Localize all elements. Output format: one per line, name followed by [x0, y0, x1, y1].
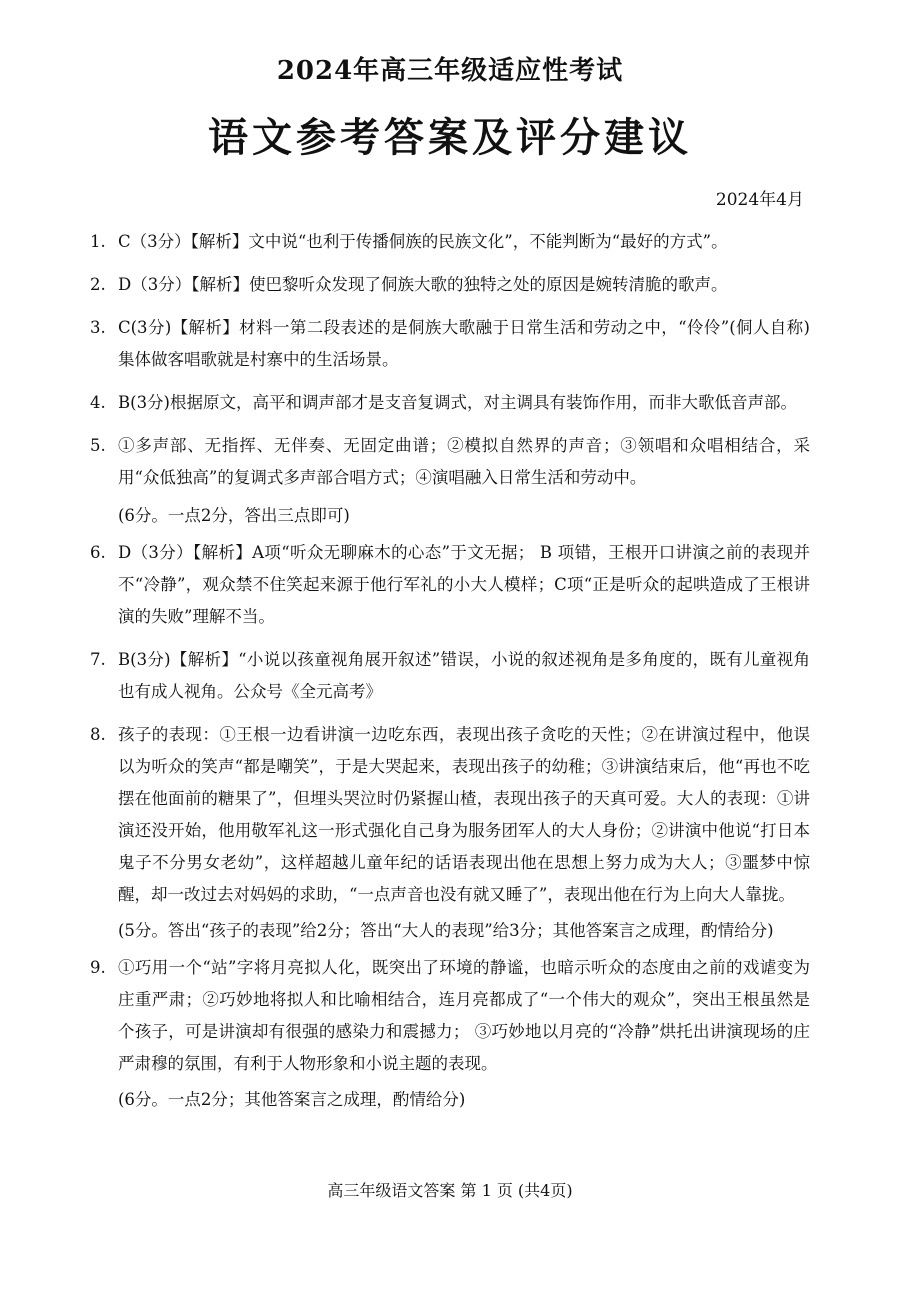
exam-title: 2024年高三年级适应性考试: [276, 56, 624, 86]
answer-text: ①巧用一个“站”字将月亮拟人化，既突出了环境的静谧，也暗示听众的态度由之前的戏谑变为庄重严肃；②巧妙地将拟人和比喻相结合，连月亮都成了“一个伟大的观众”，突出王根虽然是个孩子，可是讲演却有很强的感染力和震撼力； ③巧妙地以月亮的“冷静”烘托出讲演现场的庄严肃穆的氛围，有利于人物形象和小说主题的表现。: [118, 958, 810, 1073]
answer-number: 2.: [90, 275, 106, 294]
answer-number: 8.: [90, 725, 106, 744]
page-footer: 高三年级语文答案 第 1 页 (共4页): [327, 1181, 573, 1200]
answer-item-5: [90, 430, 810, 494]
scoring-note-5: (6分。一点2分，答出三点即可): [118, 506, 350, 525]
answer-text: D（3分）【解析】使巴黎听众发现了侗族大歌的独特之处的原因是婉转清脆的歌声。: [118, 275, 728, 294]
answer-item-6: [90, 537, 810, 633]
answer-list: [90, 226, 810, 1121]
answer-number: 4.: [90, 393, 106, 412]
answer-item-8: [90, 719, 810, 911]
answer-item-2: [90, 269, 810, 301]
answer-item-4: [90, 387, 810, 419]
answer-number: 7.: [90, 650, 106, 669]
answer-number: 3.: [90, 318, 106, 337]
answer-text: 孩子的表现：①王根一边看讲演一边吃东西，表现出孩子贪吃的天性；②在讲演过程中，他误以为听众的笑声“都是嘲笑”，于是大哭起来，表现出孩子的幼稚；③讲演结束后，他“再也不吃摆在他面前的糖果了”，但埋头哭泣时仍紧握山楂，表现出孩子的天真可爱。大人的表现：①讲演还没开始，他用敬军礼这一形式强化自己身为服务团军人的大人身份；②讲演中他说“打日本鬼子不分男女老幼”，这样超越儿童年纪的话语表现出他在思想上努力成为大人；③噩梦中惊醒，却一改过去对妈妈的求助，“一点声音也没有就又睡了”，表现出他在行为上向大人靠拢。: [118, 725, 810, 904]
scoring-note-8: (5分。答出“孩子的表现”给2分；答出“大人的表现”给3分；其他答案言之成理，酌情给分): [118, 921, 774, 940]
answer-item-1: [90, 226, 810, 258]
answer-item-7: [90, 644, 810, 708]
scoring-note-9: (6分。一点2分；其他答案言之成理，酌情给分): [118, 1090, 466, 1109]
document-date: 2024年4月: [715, 190, 804, 210]
answer-item-3: [90, 312, 810, 376]
answer-text: C（3分）【解析】文中说“也利于传播侗族的民族文化”，不能判断为“最好的方式”。: [118, 232, 728, 251]
answer-text: C(3分)【解析】材料一第二段表述的是侗族大歌融于日常生活和劳动之中，“伶伶”(侗人自称)集体做客唱歌就是村寨中的生活场景。: [118, 318, 810, 369]
answer-number: 9.: [90, 958, 106, 977]
answer-number: 5.: [90, 436, 106, 455]
answer-item-9: [90, 952, 810, 1080]
answer-number: 1.: [90, 232, 106, 251]
answer-text: B(3分)【解析】“小说以孩童视角展开叙述”错误，小说的叙述视角是多角度的，既有儿童视角也有成人视角。公众号《全元高考》: [118, 650, 810, 701]
document-title: 语文参考答案及评分建议: [208, 114, 692, 161]
answer-number: 6.: [90, 543, 106, 562]
answer-text: ①多声部、无指挥、无伴奏、无固定曲谱；②模拟自然界的声音；③领唱和众唱相结合，采用“众低独高”的复调式多声部合唱方式；④演唱融入日常生活和劳动中。: [118, 436, 810, 487]
answer-text: B(3分)根据原文，高平和调声部才是支音复调式，对主调具有装饰作用，而非大歌低音声部。: [118, 393, 797, 412]
answer-text: D（3分）【解析】A项“听众无聊麻木的心态”于文无据； B 项错，王根开口讲演之前的表现并不“冷静”，观众禁不住笑起来源于他行军礼的小大人模样；C项“正是听众的起哄造成了王根讲演的失败”理解不当。: [118, 543, 810, 626]
